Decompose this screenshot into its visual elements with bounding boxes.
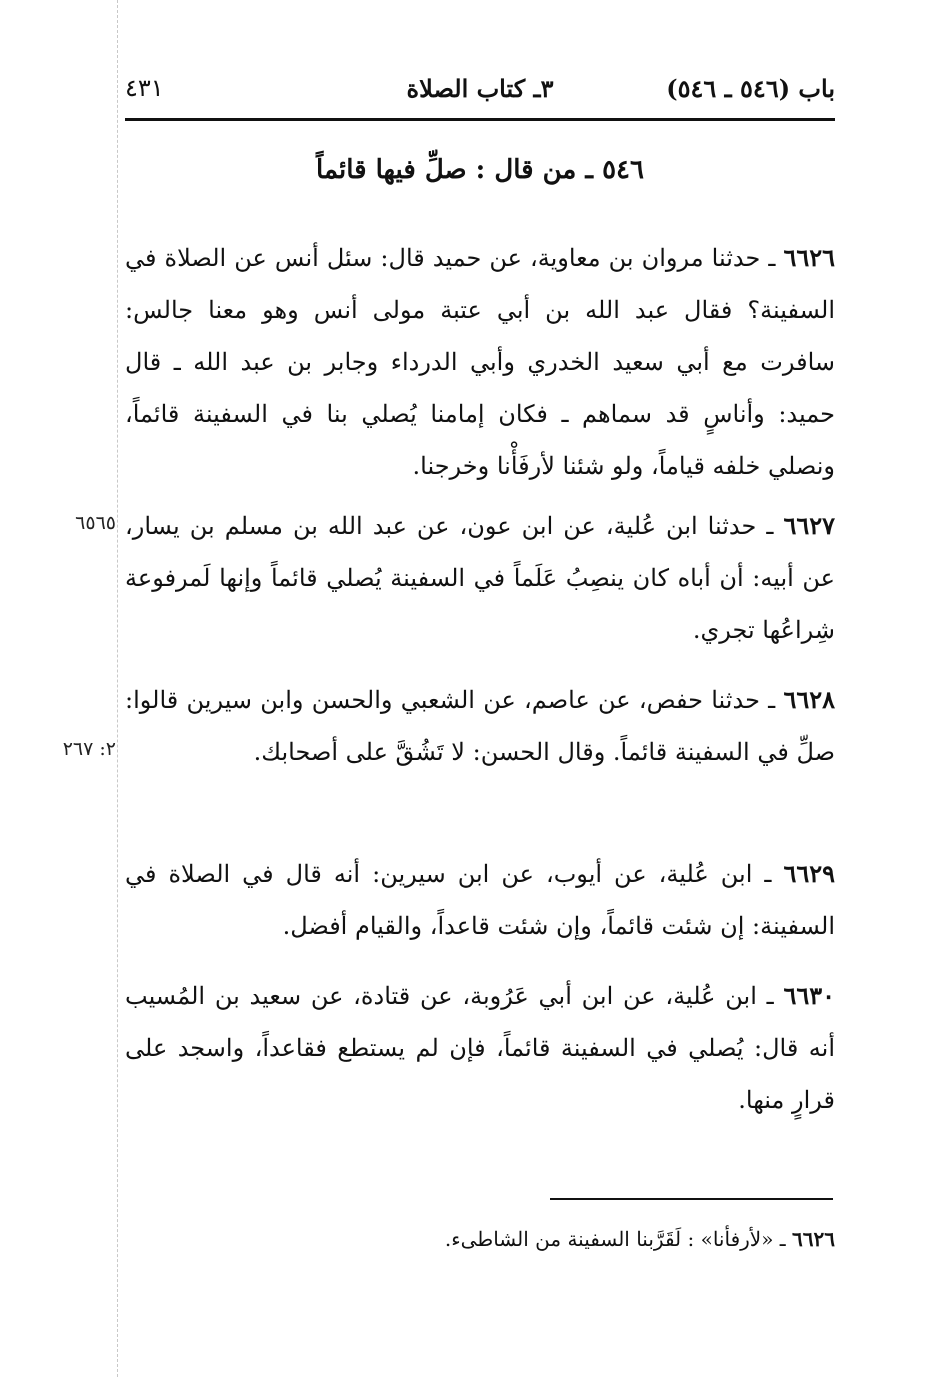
hadith-number: ٦٦٢٨	[783, 685, 835, 714]
margin-reference: ٢: ٢٦٧	[62, 738, 116, 760]
header-divider	[125, 118, 835, 121]
hadith-text: ـ حدثنا ابن عُلية، عن ابن عون، عن عبد الله بن مسلم بن يسار، عن أبيه: أن أباه كان ينصِبُ عَلَماً في السفينة يُصلي قائماً وإنها لَمرفوعة شِراعُها تجري.	[125, 512, 835, 644]
section-title: ٥٤٦ ـ من قال : صلِّ فيها قائماً	[316, 155, 644, 185]
margin-reference: ٦٥٦٥	[75, 512, 116, 534]
hadith-text: ـ ابن عُلية، عن أيوب، عن ابن سيرين: أنه قال في الصلاة في السفينة: إن شئت قائماً، وإن شئت قاعداً، والقيام أفضل.	[125, 860, 835, 940]
hadith-6626	[125, 232, 835, 492]
running-header	[125, 72, 835, 120]
footnote-text: ـ «لأرفأنا» : لَقَرَّبنا السفينة من الشاطىء.	[444, 1227, 793, 1251]
footnote-number: ٦٦٢٦	[792, 1227, 835, 1251]
footnote	[125, 1222, 835, 1256]
hadith-number: ٦٦٣٠	[783, 981, 835, 1010]
hadith-6627	[125, 500, 835, 656]
page-scan-edge	[117, 0, 118, 1377]
hadith-6629	[125, 848, 835, 952]
hadith-number: ٦٦٢٧	[783, 511, 835, 540]
hadith-number: ٦٦٢٩	[783, 859, 835, 888]
hadith-6628	[125, 674, 835, 778]
hadith-text: ـ حدثنا مروان بن معاوية، عن حميد قال: سئل أنس عن الصلاة في السفينة؟ فقال عبد الله بن أبي عتبة مولى أنس وهو معنا جالس: سافرت مع أبي سعيد الخدري وأبي الدرداء وجابر بن عبد الله ـ قال حميد: وأناسٍ قد سماهم ـ فكان إمامنا يُصلي بنا في السفينة قائماً، ونصلي خلفه قياماً، ولو شئنا لأرفَأْنا وخرجنا.	[125, 244, 835, 480]
hadith-text: ـ ابن عُلية، عن ابن أبي عَرُوبة، عن قتادة، عن سعيد بن المُسيب أنه قال: يُصلي في السفينة قائماً، فإن لم يستطع فقاعداً، واسجد على قرارٍ منها.	[125, 982, 835, 1114]
hadith-6630	[125, 970, 835, 1126]
chapter-range: باب (٥٤٦ ـ ٥٤٦)	[666, 74, 835, 103]
hadith-number: ٦٦٢٦	[783, 243, 835, 272]
hadith-text: ـ حدثنا حفص، عن عاصم، عن الشعبي والحسن وابن سيرين قالوا: صلِّ في السفينة قائماً. وقال الحسن: لا تَشُقَّ على أصحابك.	[125, 686, 835, 766]
footnote-divider	[550, 1198, 833, 1200]
book-title: ٣ـ كتاب الصلاة	[406, 74, 554, 103]
page-number: ٤٣١	[125, 74, 164, 102]
